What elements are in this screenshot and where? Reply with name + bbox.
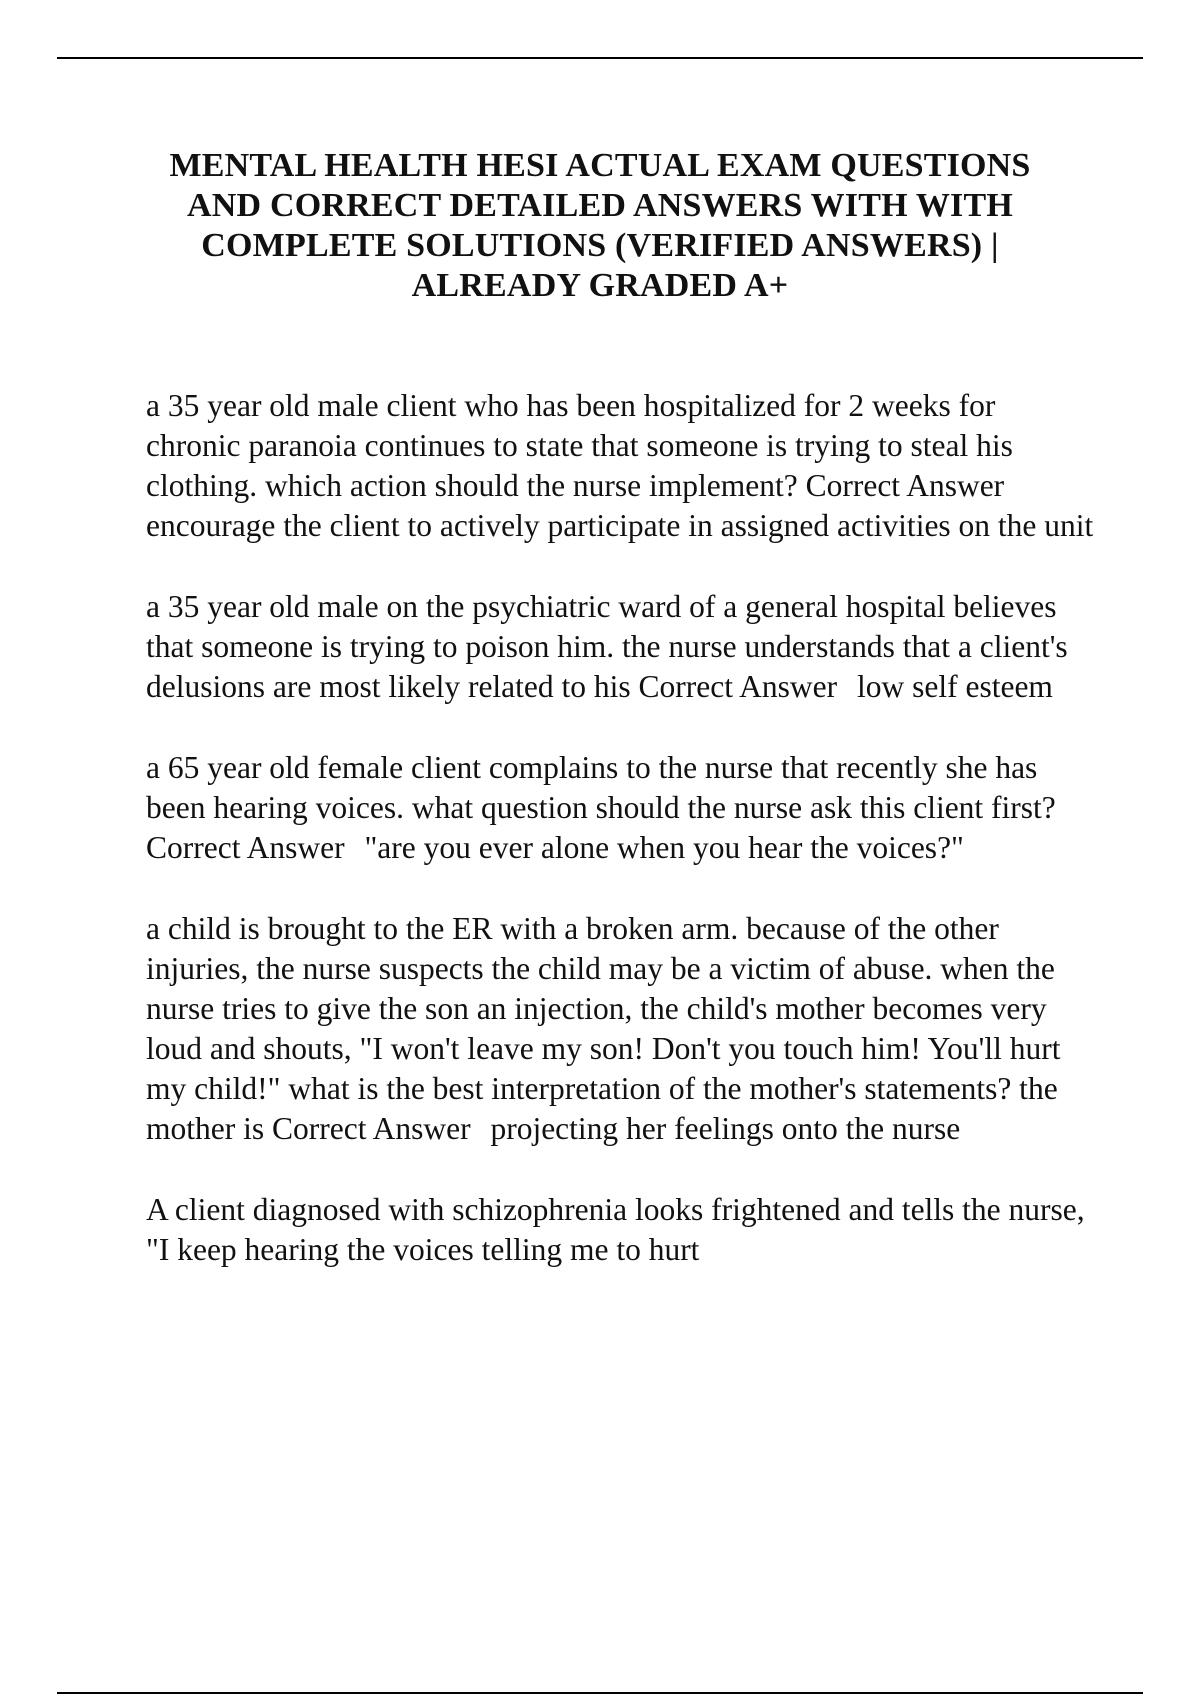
qa-item-2 — [146, 587, 1096, 707]
qa-list — [146, 386, 1096, 1311]
qa-item-3 — [146, 748, 1096, 868]
answer-text: "are you ever alone when you hear the voices?" — [364, 830, 964, 865]
answer-label: Correct Answer — [805, 468, 1005, 503]
answer-text: encourage the client to actively participate in assigned activities on the unit — [146, 508, 1094, 543]
document-title: MENTAL HEALTH HESI ACTUAL EXAM QUESTIONS AND CORRECT DETAILED ANSWERS WITH WITH COMPLETE SOLUTIONS (VERIFIED ANSWERS) | ALREADY GRADED A+ — [169, 147, 1031, 304]
question-text: a 35 year old male client who has been hospitalized for 2 weeks for chronic paranoia continues to state that someone is trying to steal his clothing. which action should the nurse implement? — [146, 388, 1013, 503]
qa-item-4 — [146, 909, 1096, 1149]
answer-label: Correct Answer — [146, 830, 345, 865]
answer-label: Correct Answer — [638, 669, 838, 704]
question-text: A client diagnosed with schizophrenia looks frightened and tells the nurse, "I keep hearing the voices telling me to hurt — [146, 1192, 1085, 1267]
qa-item-5-partial — [146, 1190, 1096, 1270]
answer-text: projecting her feelings onto the nurse — [490, 1111, 961, 1146]
answer-text: low self esteem — [856, 669, 1053, 704]
bottom-rule — [57, 1692, 1143, 1694]
question-text: a child is brought to the ER with a broken arm. because of the other injuries, the nurse suspects the child may be a victim of abuse. when the nurse tries to give the son an injection, the child's mother becomes very loud and shouts, "I won't leave my son! Don't you touch him! You'll hurt my child!" what is the best interpretation of the mother's statements? the mother is — [146, 911, 1061, 1146]
qa-item-1 — [146, 386, 1096, 546]
answer-label: Correct Answer — [272, 1111, 471, 1146]
question-text: a 65 year old female client complains to the nurse that recently she has been hearing voices. what question should the nurse ask this client first? — [146, 750, 1056, 825]
question-text: a 35 year old male on the psychiatric ward of a general hospital believes that someone is trying to poison him. the nurse understands that a client's delusions are most likely related to his — [146, 589, 1068, 704]
top-rule — [57, 57, 1143, 59]
